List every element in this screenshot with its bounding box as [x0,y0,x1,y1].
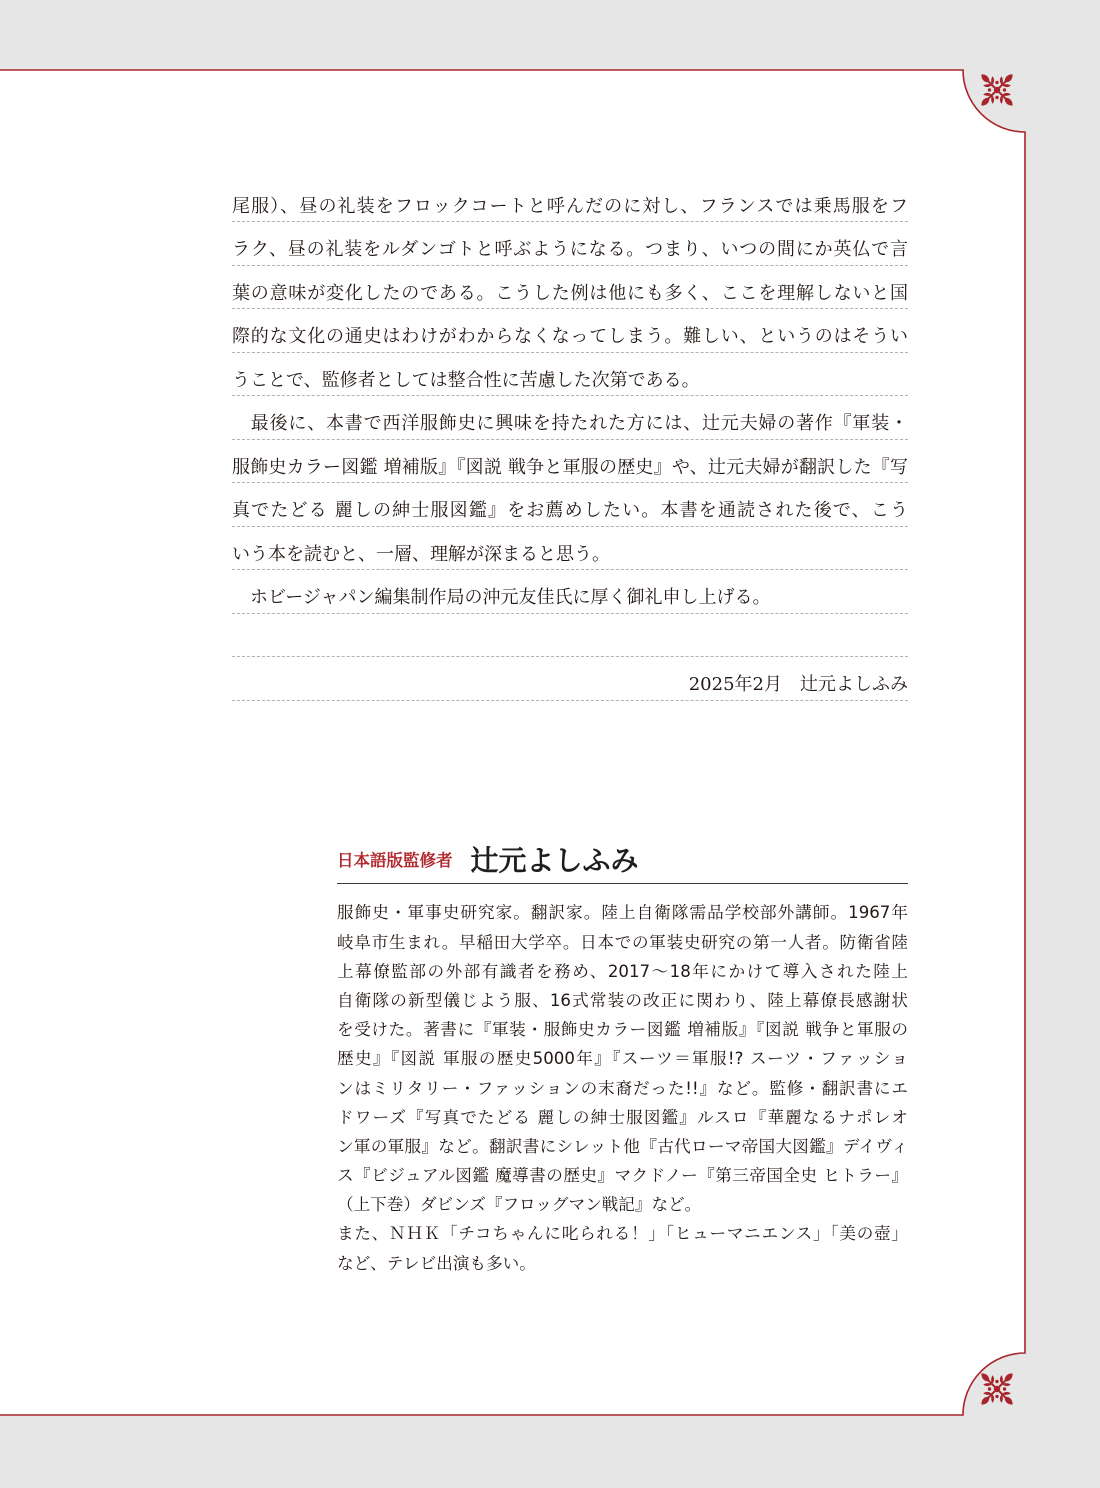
bio-line: を受けた。著書に『軍装・服飾史カラー図鑑 増補版』『図説 戦争と軍服の [337,1020,908,1040]
bio-line: ンはミリタリー・ファッションの末裔だった!!』など。監修・翻訳書にエ [337,1078,908,1098]
text-line: 際的な文化の通史はわけがわからなくなってしまう。難しい、というのはそうい [232,309,908,353]
text-line: ホビージャパン編集制作局の沖元友佳氏に厚く御礼申し上げる。 [232,570,908,614]
text-line: 服飾史カラー図鑑 増補版』『図説 戦争と軍服の歴史』や、辻元夫婦が翻訳した『写 [232,440,908,484]
profile-heading [337,838,908,884]
bio-line: ス『ビジュアル図鑑 魔導書の歴史』マクドノー『第三帝国全史 ヒトラー』 [337,1166,908,1186]
bio-line: 自衛隊の新型儀じよう服、16式常装の改正に関わり、陸上幕僚長感謝状 [337,990,908,1010]
afterword-text [232,179,908,701]
bio-line: 服飾史・軍事史研究家。翻訳家。陸上自衛隊需品学校部外講師。1967年 [337,903,908,923]
role-label: 日本語版監修者 [337,850,453,870]
author-name: 辻元よしふみ [470,843,639,877]
corner-ornament-bottom [977,1369,1017,1409]
corner-ornament-top [977,70,1017,110]
bio-line: など、テレビ出演も多い。 [337,1253,536,1273]
bio-line: 歴史』『図説 軍服の歴史5000年』『スーツ＝軍服!? スーツ・ファッショ [337,1049,908,1069]
bio-line: 岐阜市生まれ。早稲田大学卒。日本での軍装史研究の第一人者。防衛省陸 [337,932,908,952]
text-line: 最後に、本書で西洋服飾史に興味を持たれた方には、辻元夫婦の著作『軍装・ [232,396,908,440]
text-line: ラク、昼の礼装をルダンゴトと呼ぶようになる。つまり、いつの間にか英仏で言 [232,222,908,266]
bio-line: （上下巻）ダビンズ『フロッグマン戦記』など。 [337,1195,702,1215]
bio-line: ドワーズ『写真でたどる 麗しの紳士服図鑑』ルスロ『華麗なるナポレオ [337,1107,908,1127]
bio-line: また、ＮＨＫ「チコちゃんに叱られる！」「ヒューマニエンス」「美の壺」 [337,1224,908,1244]
date-signature: 2025年2月 辻元よしふみ [232,657,908,701]
text-line: 真でたどる 麗しの紳士服図鑑』をお薦めしたい。本書を通読された後で、こう [232,483,908,527]
text-line: いう本を読むと、一層、理解が深まると思う。 [232,527,908,571]
text-line: うことで、監修者としては整合性に苦慮した次第である。 [232,353,908,397]
text-line: 尾服）、昼の礼装をフロックコートと呼んだのに対し、フランスでは乗馬服をフ [232,179,908,223]
bio-line: 上幕僚監部の外部有識者を務め、2017～18年にかけて導入された陸上 [337,961,908,981]
bio-line: ン軍の軍服』など。翻訳書にシレット他『古代ローマ帝国大図鑑』デイヴィ [337,1136,908,1156]
text-line: 葉の意味が変化したのである。こうした例は他にも多く、ここを理解しないと国 [232,266,908,310]
blank-ruled-line [232,614,908,658]
profile-bio [337,898,908,1277]
